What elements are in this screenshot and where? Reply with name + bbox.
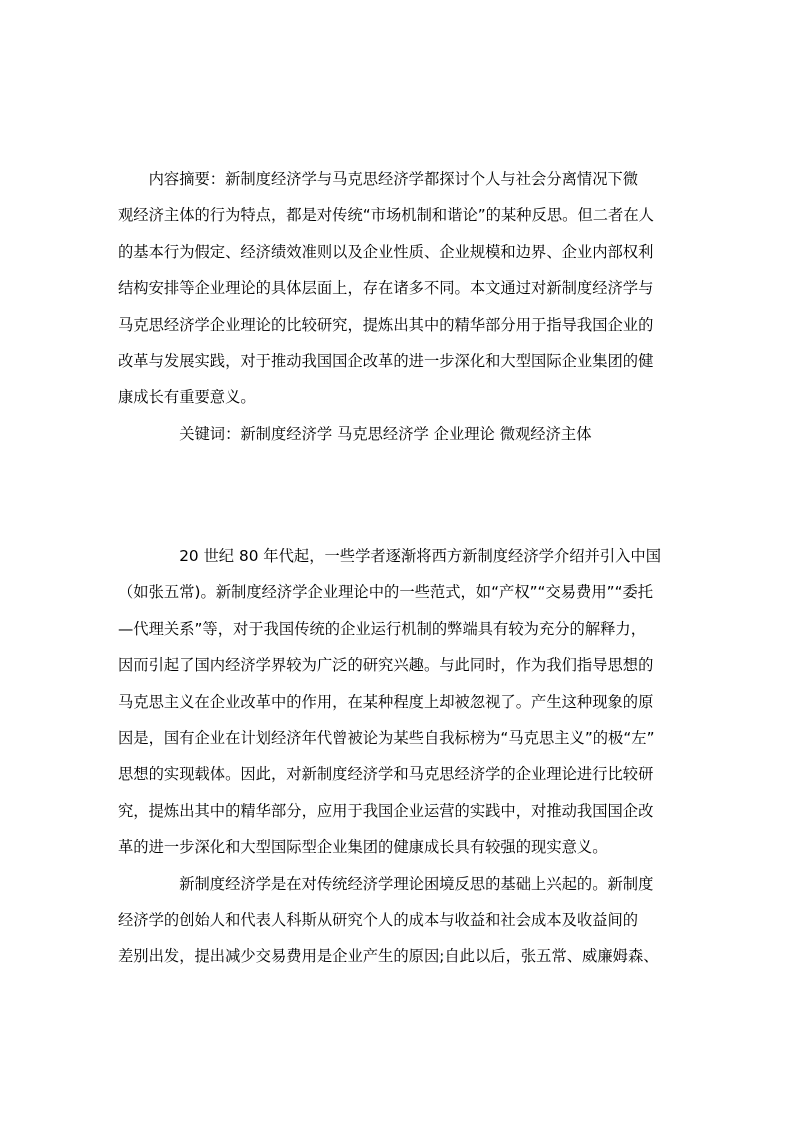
body-line: 思想的实现载体。因此，对新制度经济学和马克思经济学的企业理论进行比较研 bbox=[118, 765, 654, 784]
body-line: 新制度经济学是在对传统经济学理论困境反思的基础上兴起的。新制度 bbox=[118, 874, 654, 893]
body-line: 经济学的创始人和代表人科斯从研究个人的成本与收益和社会成本及收益间的 bbox=[118, 910, 639, 929]
body-line: 20 世纪 80 年代起，一些学者逐渐将西方新制度经济学介绍并引入中国 bbox=[118, 547, 662, 565]
body-line: （如张五常)。新制度经济学企业理论中的一些范式，如“产权”“交易费用”“委托 bbox=[118, 583, 654, 602]
abstract-line: 结构安排等企业理论的具体层面上，存在诸多不同。本文通过对新制度经济学与 bbox=[118, 279, 654, 298]
abstract-line: 的基本行为假定、经济绩效准则以及企业性质、企业规模和边界、企业内部权利 bbox=[118, 242, 654, 261]
abstract-line: 观经济主体的行为特点，都是对传统“市场机制和谐论”的某种反思。但二者在人 bbox=[118, 206, 654, 225]
body-line: 因而引起了国内经济学界较为广泛的研究兴趣。与此同时，作为我们指导思想的 bbox=[118, 656, 654, 675]
body-line: 因是，国有企业在计划经济年代曾被论为某些自我标榜为“马克思主义”的极“左” bbox=[118, 728, 655, 747]
abstract-line: 马克思经济学企业理论的比较研究，提炼出其中的精华部分用于指导我国企业的 bbox=[118, 315, 654, 334]
body-line: 差别出发，提出减少交易费用是企业产生的原因;自此以后，张五常、威廉姆森、 bbox=[118, 947, 659, 966]
body-line: 究，提炼出其中的精华部分，应用于我国企业运营的实践中，对推动我国国企改 bbox=[118, 801, 654, 820]
body-line: 革的进一步深化和大型国际型企业集团的健康成长具有较强的现实意义。 bbox=[118, 838, 608, 857]
abstract-section bbox=[118, 161, 682, 452]
body-line: —代理关系”等，对于我国传统的企业运行机制的弊端具有较为充分的解释力， bbox=[118, 619, 647, 638]
abstract-line: 改革与发展实践，对于推动我国国企改革的进一步深化和大型国际企业集团的健 bbox=[118, 351, 654, 370]
body-line: 马克思主义在企业改革中的作用，在某种程度上却被忽视了。产生这种现象的原 bbox=[118, 692, 654, 711]
abstract-line: 康成长有重要意义。 bbox=[118, 388, 256, 407]
abstract-line: 内容摘要：新制度经济学与马克思经济学都探讨个人与社会分离情况下微 bbox=[118, 170, 639, 188]
keywords-line: 关键词：新制度经济学 马克思经济学 企业理论 微观经济主体 bbox=[118, 424, 592, 443]
body-section bbox=[118, 538, 682, 975]
